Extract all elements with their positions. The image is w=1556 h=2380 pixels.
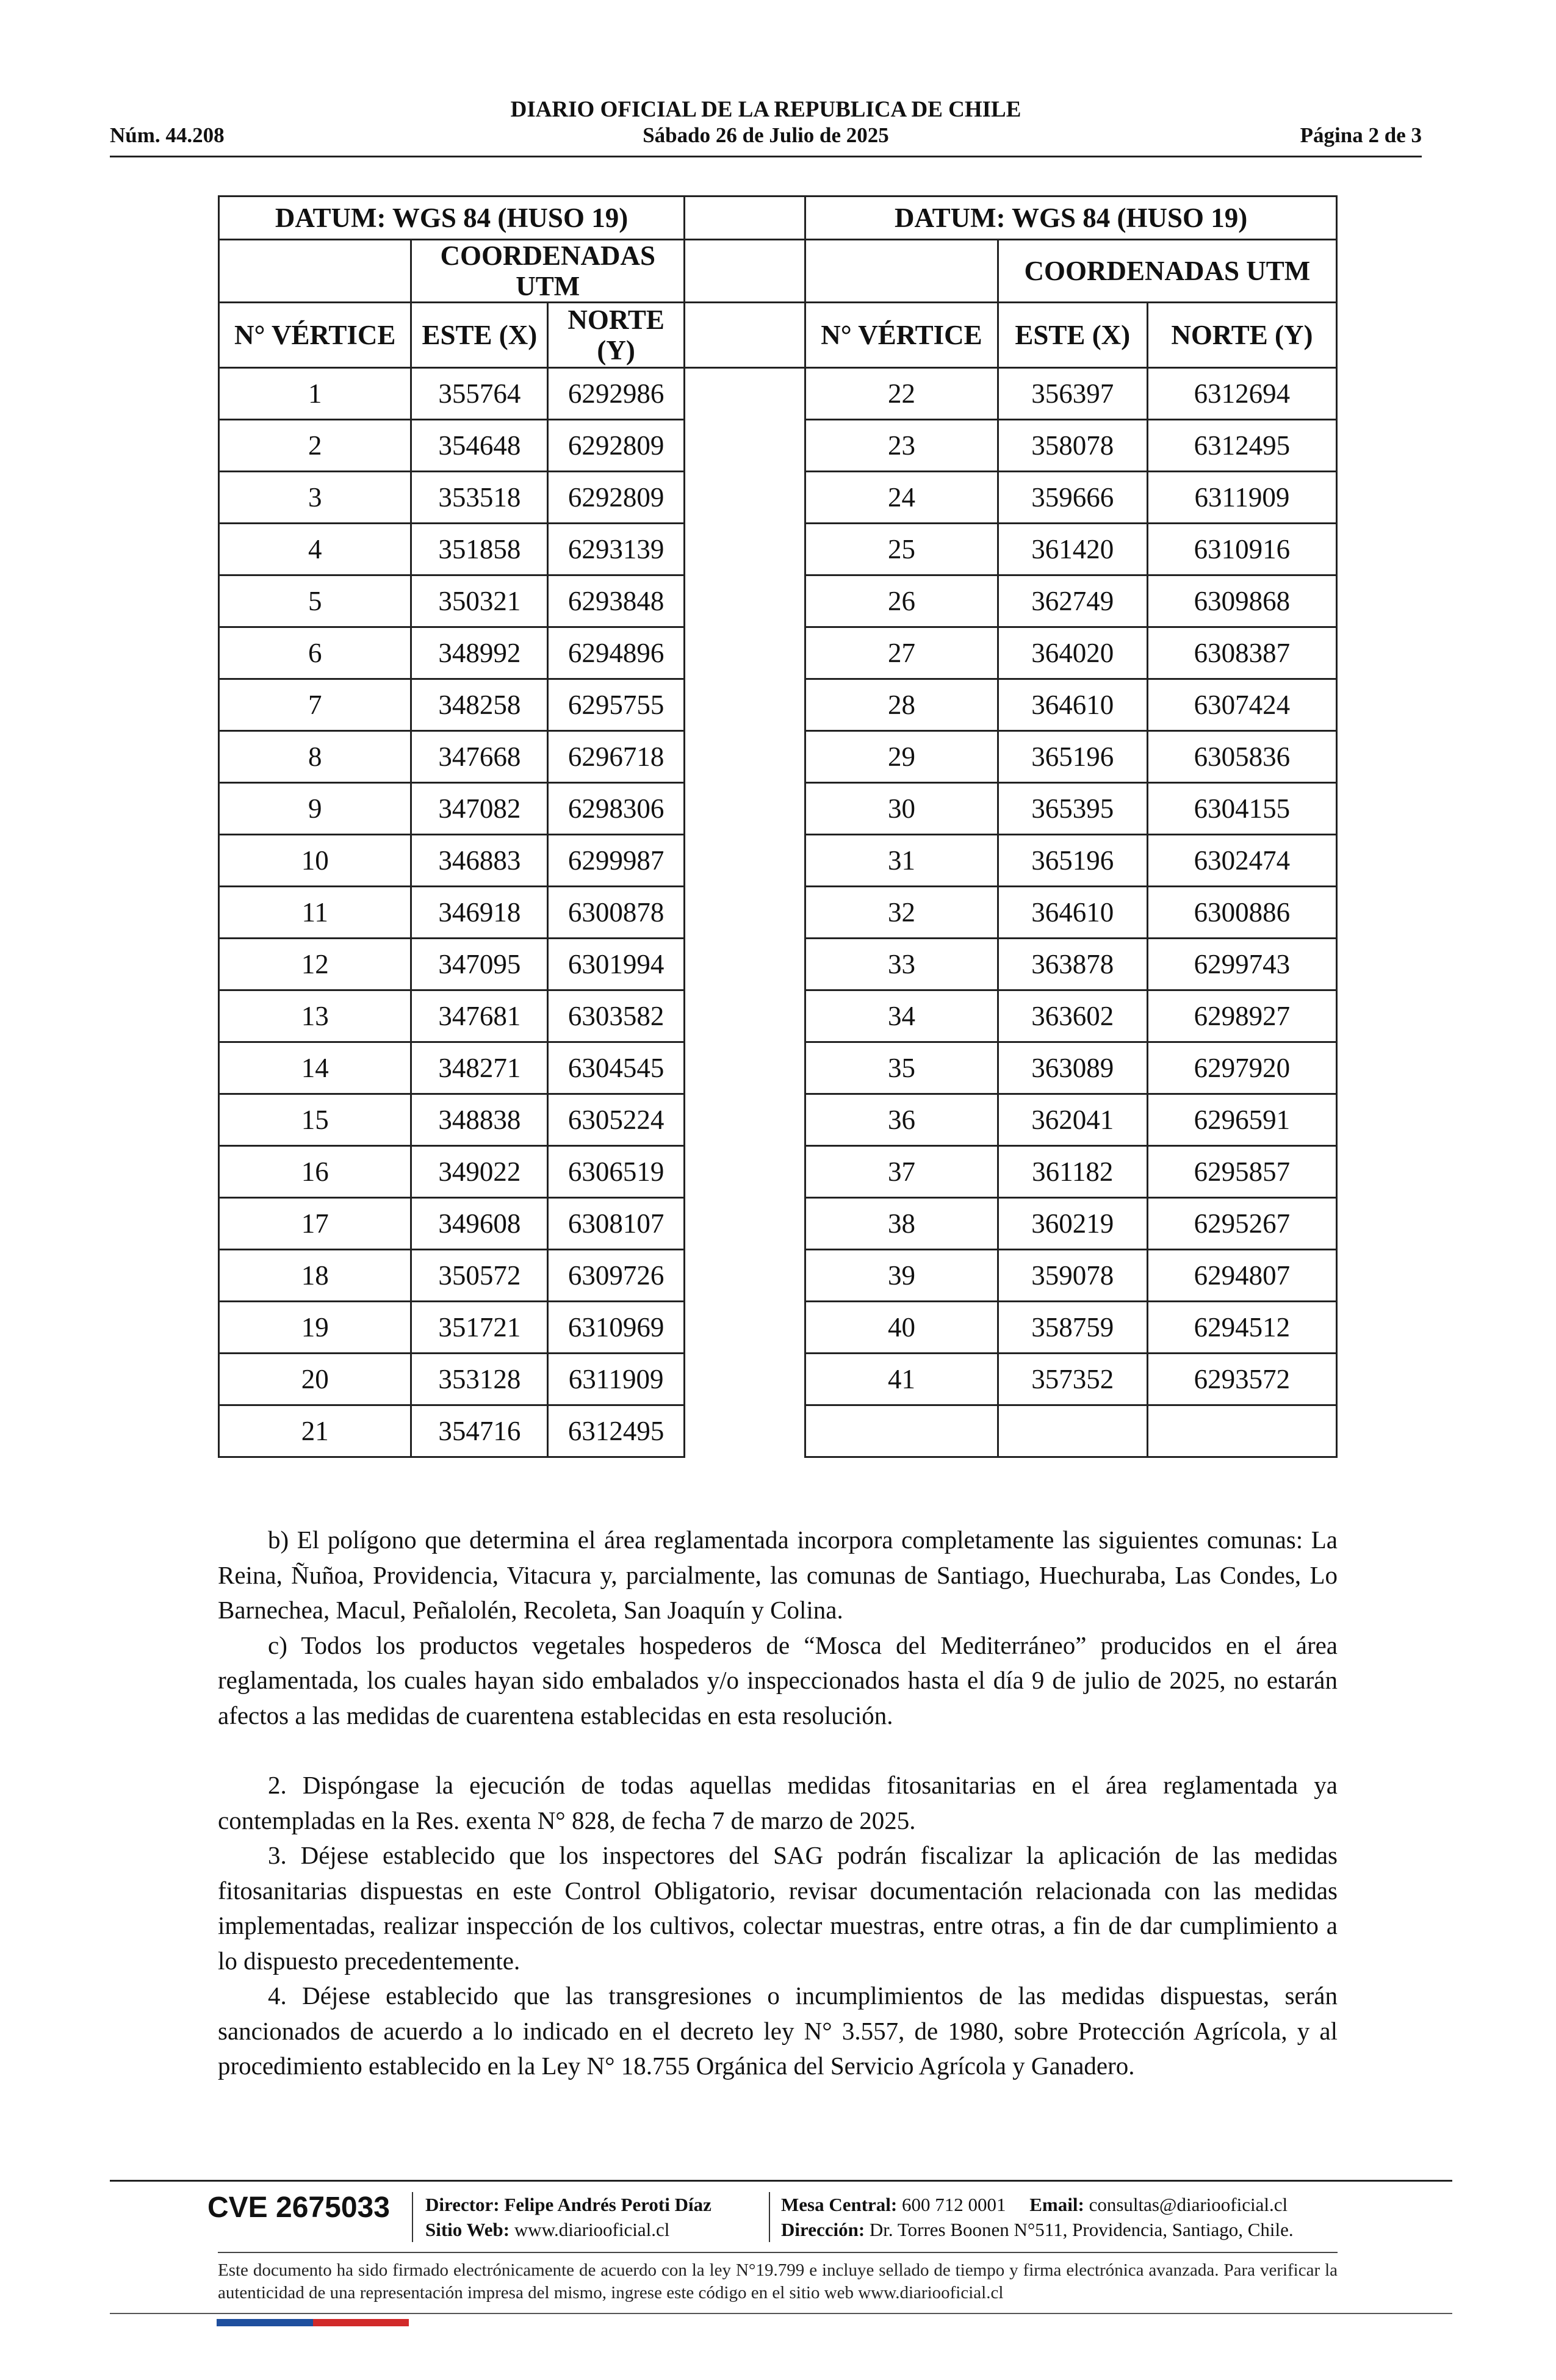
north-value-cell: 6296718: [548, 731, 685, 783]
address-label: Dirección:: [781, 2219, 865, 2240]
north-value-cell: 6293848: [548, 575, 685, 627]
footer-director-block: [425, 2192, 711, 2242]
vertex-number-cell: 9: [219, 783, 411, 835]
vertex-number-cell: 21: [219, 1405, 411, 1457]
gap-cell: [685, 1354, 805, 1405]
coord-header-right: COORDENADAS UTM: [998, 240, 1336, 303]
coord-header-left: COORDENADAS UTM: [411, 240, 685, 303]
cve-code: CVE 2675033: [207, 2191, 390, 2224]
email-link[interactable]: consultas@diariooficial.cl: [1089, 2194, 1288, 2215]
north-value-cell: 6303582: [548, 990, 685, 1042]
north-value-cell: 6310969: [548, 1302, 685, 1354]
east-value-cell: 354648: [411, 420, 548, 472]
north-value-cell: [1147, 1405, 1336, 1457]
table-row: [219, 887, 1337, 939]
east-value-cell: [998, 1405, 1147, 1457]
vertex-number-cell: 27: [805, 627, 998, 679]
vertex-number-cell: 22: [805, 368, 998, 420]
north-value-cell: 6296591: [1147, 1094, 1336, 1146]
east-value-cell: 365395: [998, 783, 1147, 835]
east-value-cell: 356397: [998, 368, 1147, 420]
north-value-cell: 6295755: [548, 679, 685, 731]
table-row: [219, 1405, 1337, 1457]
flag-red-segment: [313, 2319, 409, 2326]
issue-number: Núm. 44.208: [110, 123, 225, 147]
flag-blue-segment: [217, 2319, 313, 2326]
vertex-number-cell: 24: [805, 472, 998, 524]
east-value-cell: 365196: [998, 835, 1147, 887]
north-value-cell: 6302474: [1147, 835, 1336, 887]
table-row: [219, 1042, 1337, 1094]
paragraph: 4. Déjese establecido que las transgresiones o incumplimientos de las medidas dispuestas, serán sancionados de acuerdo a lo indicado en el decreto ley N° 3.557, de 1980, sobre Protección Agrícola, y al procedimiento establecido en la Ley N° 18.755 Orgánica del Servicio Agrícola y Ganadero.: [218, 1982, 1338, 2080]
vertex-number-cell: 6: [219, 627, 411, 679]
address-text: Dr. Torres Boonen N°511, Providencia, Santiago, Chile.: [869, 2219, 1294, 2240]
datum-header-right: DATUM: WGS 84 (HUSO 19): [805, 197, 1337, 240]
east-value-cell: 363089: [998, 1042, 1147, 1094]
north-value-cell: 6308107: [548, 1198, 685, 1250]
east-value-cell: 348258: [411, 679, 548, 731]
north-value-cell: 6299987: [548, 835, 685, 887]
vertex-number-cell: 16: [219, 1146, 411, 1198]
east-value-cell: 348992: [411, 627, 548, 679]
vertex-header-right: N° VÉRTICE: [805, 303, 998, 368]
north-value-cell: 6312495: [1147, 420, 1336, 472]
gap-cell: [685, 240, 805, 303]
vertex-number-cell: 7: [219, 679, 411, 731]
vertex-number-cell: 19: [219, 1302, 411, 1354]
gap-cell: [685, 939, 805, 990]
paragraph: 2. Dispóngase la ejecución de todas aquellas medidas fitosanitarias en el área reglamentada ya contempladas en la Res. exenta N° 828, de fecha 7 de marzo de 2025.: [218, 1771, 1338, 1834]
coordinates-table: [218, 195, 1338, 1458]
issue-date: Sábado 26 de Julio de 2025: [643, 123, 889, 147]
north-value-cell: 6299743: [1147, 939, 1336, 990]
north-value-cell: 6300878: [548, 887, 685, 939]
gap-cell: [685, 1405, 805, 1457]
north-value-cell: 6298927: [1147, 990, 1336, 1042]
east-value-cell: 346918: [411, 887, 548, 939]
gap-cell: [685, 1302, 805, 1354]
vertex-number-cell: 3: [219, 472, 411, 524]
table-row: [219, 472, 1337, 524]
north-value-cell: 6306519: [548, 1146, 685, 1198]
east-value-cell: 358759: [998, 1302, 1147, 1354]
east-value-cell: 359666: [998, 472, 1147, 524]
north-value-cell: 6293572: [1147, 1354, 1336, 1405]
north-value-cell: 6292986: [548, 368, 685, 420]
east-value-cell: 358078: [998, 420, 1147, 472]
east-value-cell: 347082: [411, 783, 548, 835]
east-value-cell: 346883: [411, 835, 548, 887]
gap-cell: [685, 679, 805, 731]
north-value-cell: 6309726: [548, 1250, 685, 1302]
vertex-number-cell: 28: [805, 679, 998, 731]
north-value-cell: 6292809: [548, 420, 685, 472]
vertex-number-cell: 35: [805, 1042, 998, 1094]
empty-header-cell: [805, 240, 998, 303]
north-value-cell: 6297920: [1147, 1042, 1336, 1094]
east-value-cell: 350321: [411, 575, 548, 627]
north-value-cell: 6294512: [1147, 1302, 1336, 1354]
vertex-number-cell: 20: [219, 1354, 411, 1405]
gap-cell: [685, 835, 805, 887]
north-value-cell: 6305836: [1147, 731, 1336, 783]
vertex-number-cell: 39: [805, 1250, 998, 1302]
vertex-header-left: N° VÉRTICE: [219, 303, 411, 368]
chile-flag-bar: [217, 2319, 409, 2326]
legal-notice: Este documento ha sido firmado electrónicamente de acuerdo con la ley N°19.799 e incluye sellado de tiempo y firma electrónica avanzada. Para verificar la autenticidad de una representación impresa del mismo, ingrese este código en el sitio web www.diariooficial.cl: [218, 2260, 1338, 2302]
vertex-number-cell: 10: [219, 835, 411, 887]
north-value-cell: 6292809: [548, 472, 685, 524]
table-row: [219, 1146, 1337, 1198]
vertex-number-cell: 36: [805, 1094, 998, 1146]
vertex-number-cell: 2: [219, 420, 411, 472]
phone-number: 600 712 0001: [902, 2194, 1006, 2215]
east-value-cell: 361420: [998, 524, 1147, 575]
vertex-number-cell: 33: [805, 939, 998, 990]
north-value-cell: 6307424: [1147, 679, 1336, 731]
table-row: [219, 835, 1337, 887]
north-value-cell: 6308387: [1147, 627, 1336, 679]
table-row: [219, 990, 1337, 1042]
east-value-cell: 351858: [411, 524, 548, 575]
vertex-number-cell: 34: [805, 990, 998, 1042]
north-header-right: NORTE (Y): [1147, 303, 1336, 368]
vertex-number-cell: 40: [805, 1302, 998, 1354]
website-label: Sitio Web:: [425, 2219, 510, 2240]
north-value-cell: 6305224: [548, 1094, 685, 1146]
east-value-cell: 348271: [411, 1042, 548, 1094]
east-value-cell: 363602: [998, 990, 1147, 1042]
east-value-cell: 349608: [411, 1198, 548, 1250]
table-row: [219, 420, 1337, 472]
vertex-number-cell: 11: [219, 887, 411, 939]
table-row: [219, 1094, 1337, 1146]
east-value-cell: 357352: [998, 1354, 1147, 1405]
vertex-number-cell: 1: [219, 368, 411, 420]
north-value-cell: 6312694: [1147, 368, 1336, 420]
north-value-cell: 6301994: [548, 939, 685, 990]
east-header-right: ESTE (X): [998, 303, 1147, 368]
phone-label: Mesa Central:: [781, 2194, 898, 2215]
north-value-cell: 6294807: [1147, 1250, 1336, 1302]
director-label: Director:: [425, 2194, 500, 2215]
east-value-cell: 355764: [411, 368, 548, 420]
east-value-cell: 348838: [411, 1094, 548, 1146]
east-value-cell: 364020: [998, 627, 1147, 679]
east-value-cell: 349022: [411, 1146, 548, 1198]
paragraph: c) Todos los productos vegetales hospederos de “Mosca del Mediterráneo” producidos en el área reglamentada, los cuales hayan sido embalados y/o inspeccionados hasta el día 9 de julio de 2025, no estarán afectos a las medidas de cuarentena establecidas en esta resolución.: [218, 1631, 1338, 1729]
vertex-number-cell: 38: [805, 1198, 998, 1250]
gap-cell: [685, 627, 805, 679]
north-value-cell: 6293139: [548, 524, 685, 575]
table-row: [219, 1354, 1337, 1405]
website-link[interactable]: www.diariooficial.cl: [514, 2219, 670, 2240]
east-header-left: ESTE (X): [411, 303, 548, 368]
gap-cell: [685, 368, 805, 420]
north-value-cell: 6310916: [1147, 524, 1336, 575]
vertex-number-cell: 18: [219, 1250, 411, 1302]
east-value-cell: 365196: [998, 731, 1147, 783]
table-row: [219, 679, 1337, 731]
table-row: [219, 1250, 1337, 1302]
east-value-cell: 350572: [411, 1250, 548, 1302]
north-value-cell: 6300886: [1147, 887, 1336, 939]
north-value-cell: 6312495: [548, 1405, 685, 1457]
gap-cell: [685, 990, 805, 1042]
gap-cell: [685, 1094, 805, 1146]
east-value-cell: 347668: [411, 731, 548, 783]
table-row: [219, 575, 1337, 627]
north-value-cell: 6304545: [548, 1042, 685, 1094]
header-divider: [110, 156, 1422, 157]
page-number: Página 2 de 3: [1300, 123, 1422, 147]
coordinates-table-body: [219, 368, 1337, 1457]
table-row: [219, 627, 1337, 679]
vertex-number-cell: 26: [805, 575, 998, 627]
north-value-cell: 6295857: [1147, 1146, 1336, 1198]
vertex-number-cell: 23: [805, 420, 998, 472]
newspaper-title: DIARIO OFICIAL DE LA REPUBLICA DE CHILE: [510, 97, 1021, 122]
vertex-number-cell: 41: [805, 1354, 998, 1405]
table-row: [219, 939, 1337, 990]
gap-cell: [685, 420, 805, 472]
east-value-cell: 353128: [411, 1354, 548, 1405]
gap-cell: [685, 524, 805, 575]
gap-cell: [685, 1198, 805, 1250]
paragraph: 3. Déjese establecido que los inspectores del SAG podrán fiscalizar la aplicación de las medidas fitosanitarias dispuestas en este Control Obligatorio, revisar documentación relacionada con las medidas implementadas, realizar inspección de los cultivos, colectar muestras, entre otras, a fin de dar cumplimiento a lo dispuesto precedentemente.: [218, 1841, 1338, 1975]
east-value-cell: 361182: [998, 1146, 1147, 1198]
vertex-number-cell: 37: [805, 1146, 998, 1198]
director-name: Felipe Andrés Peroti Díaz: [504, 2194, 711, 2215]
north-value-cell: 6311909: [1147, 472, 1336, 524]
east-value-cell: 347095: [411, 939, 548, 990]
table-row: [219, 368, 1337, 420]
east-value-cell: 353518: [411, 472, 548, 524]
gap-cell: [685, 575, 805, 627]
gap-cell: [685, 197, 805, 240]
vertex-number-cell: 25: [805, 524, 998, 575]
east-value-cell: 362749: [998, 575, 1147, 627]
gap-cell: [685, 1042, 805, 1094]
north-header-left: NORTE (Y): [548, 303, 685, 368]
footer-divider: [110, 2313, 1452, 2314]
footer-divider: [218, 2252, 1338, 2253]
page-header: [110, 92, 1422, 159]
gap-cell: [685, 731, 805, 783]
gap-cell: [685, 472, 805, 524]
east-value-cell: 360219: [998, 1198, 1147, 1250]
vertex-number-cell: 30: [805, 783, 998, 835]
east-value-cell: 359078: [998, 1250, 1147, 1302]
table-row: [219, 1302, 1337, 1354]
table-row: [219, 1198, 1337, 1250]
table-row: [219, 783, 1337, 835]
email-label: Email:: [1029, 2194, 1084, 2215]
north-value-cell: 6294896: [548, 627, 685, 679]
footer-separator: [412, 2192, 413, 2242]
east-value-cell: 364610: [998, 887, 1147, 939]
north-value-cell: 6304155: [1147, 783, 1336, 835]
gap-cell: [685, 887, 805, 939]
resolution-text: [218, 1523, 1338, 2084]
east-value-cell: 351721: [411, 1302, 548, 1354]
vertex-number-cell: 32: [805, 887, 998, 939]
north-value-cell: 6295267: [1147, 1198, 1336, 1250]
vertex-number-cell: 31: [805, 835, 998, 887]
east-value-cell: 364610: [998, 679, 1147, 731]
north-value-cell: 6298306: [548, 783, 685, 835]
east-value-cell: 354716: [411, 1405, 548, 1457]
table-row: [219, 731, 1337, 783]
vertex-number-cell: 12: [219, 939, 411, 990]
gap-cell: [685, 783, 805, 835]
vertex-number-cell: 17: [219, 1198, 411, 1250]
gap-cell: [685, 303, 805, 368]
vertex-number-cell: 15: [219, 1094, 411, 1146]
paragraph: b) El polígono que determina el área reglamentada incorpora completamente las siguientes comunas: La Reina, Ñuñoa, Providencia, Vitacura y, parcialmente, las comunas de Santiago, Huechuraba, Las Condes, Lo Barnechea, Macul, Peñalolén, Recoleta, San Joaquín y Colina.: [218, 1526, 1338, 1624]
north-value-cell: 6311909: [548, 1354, 685, 1405]
north-value-cell: 6309868: [1147, 575, 1336, 627]
gap-cell: [685, 1250, 805, 1302]
vertex-number-cell: 8: [219, 731, 411, 783]
vertex-number-cell: 14: [219, 1042, 411, 1094]
footer-contact-block: [781, 2192, 1294, 2242]
vertex-number-cell: [805, 1405, 998, 1457]
datum-header-left: DATUM: WGS 84 (HUSO 19): [219, 197, 685, 240]
footer-separator: [769, 2192, 770, 2242]
table-row: [219, 524, 1337, 575]
vertex-number-cell: 13: [219, 990, 411, 1042]
east-value-cell: 362041: [998, 1094, 1147, 1146]
vertex-number-cell: 5: [219, 575, 411, 627]
empty-header-cell: [219, 240, 411, 303]
vertex-number-cell: 4: [219, 524, 411, 575]
east-value-cell: 347681: [411, 990, 548, 1042]
gap-cell: [685, 1146, 805, 1198]
vertex-number-cell: 29: [805, 731, 998, 783]
east-value-cell: 363878: [998, 939, 1147, 990]
footer-divider: [110, 2180, 1452, 2182]
